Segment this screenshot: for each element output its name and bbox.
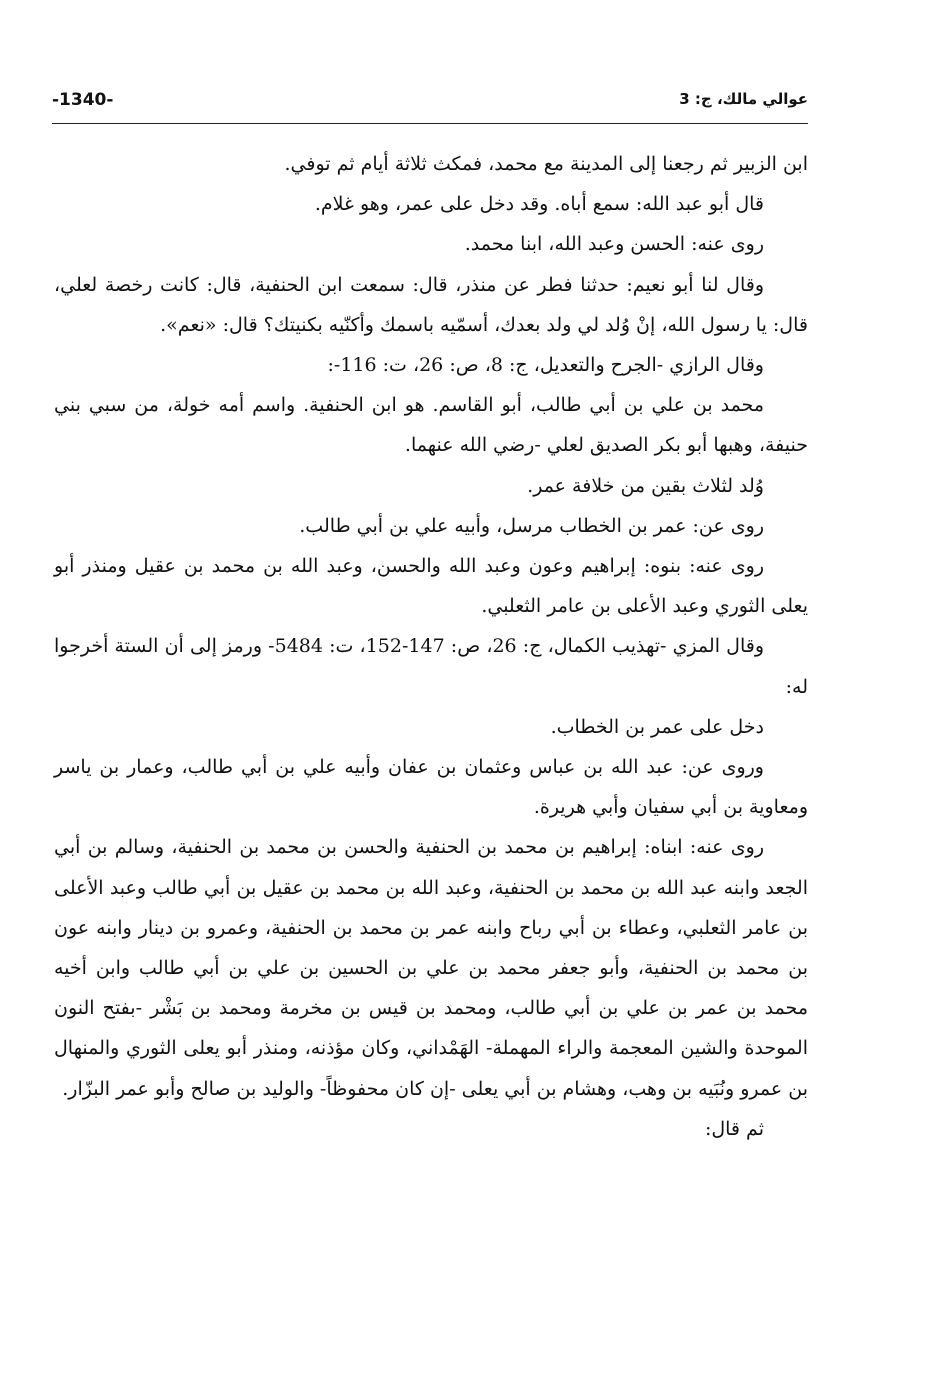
paragraph: دخل على عمر بن الخطاب. [550,715,764,738]
paragraph: وقال لنا أبو نعيم: حدثنا فطر عن منذر، قال: سمعت ابن الحنفية، قال: كانت رخصة لعلي، قال: يا رسول الله، إنْ وُلد لي ولد بعدك، أسمّيه باسمك وأكنّيه بكنيتك؟ قال: «نعم». [54,273,808,336]
running-head: عوالي مالك، ج: 3 [679,90,808,108]
paragraph: روى عنه: ابناه: إبراهيم بن محمد بن الحنفية والحسن بن محمد بن الحنفية، وسالم بن أبي الجعد وابنه عبد الله بن محمد بن الحنفية، وعبد الله بن محمد بن عقيل بن أبي طالب وعبد الأعلى بن عامر الثعلبي، وعطاء بن أبي رباح وابنه عمر بن محمد بن الحنفية، وعمرو بن دينار وابنه عون بن محمد بن الحنفية، وأبو جعفر محمد بن علي بن الحسين بن علي بن أبي طالب وابن أخيه محمد بن عمر بن علي بن أبي طالب، ومحمد بن قيس بن مخرمة ومحمد بن بَشْر -بفتح النون الموحدة والشين المعجمة والراء المهملة- الهَمْداني، وكان مؤذنه، ومنذر أبو يعلى الثوري والمنهال بن عمرو ونُبَيه بن وهب، وهشام بن أبي يعلى -إن كان محفوظاً- والوليد بن صالح وأبو عمر البزّار. [54,836,808,1100]
paragraph: وُلد لثلاث بقين من خلافة عمر. [527,474,764,497]
paragraph: ابن الزبير ثم رجعنا إلى المدينة مع محمد، فمكث ثلاثة أيام ثم توفي. [284,153,808,175]
page-number: -1340- [52,90,114,110]
page-header [52,90,808,120]
body-text [54,144,808,1149]
paragraph: قال أبو عبد الله: سمع أباه. وقد دخل على عمر، وهو غلام. [314,193,764,216]
paragraph: محمد بن علي بن أبي طالب، أبو القاسم. هو ابن الحنفية. واسم أمه خولة، من سبي بني حنيفة، وهبها أبو بكر الصديق لعلي -رضي الله عنهما. [54,394,808,457]
paragraph: روى عنه: الحسن وعبد الله، ابنا محمد. [464,233,764,256]
paragraph: وروى عن: عبد الله بن عباس وعثمان بن عفان وأبيه علي بن أبي طالب، وعمار بن ياسر ومعاوية بن أبي سفيان وأبي هريرة. [54,756,808,819]
paragraph: ثم قال: [704,1117,764,1140]
paragraph: وقال المزي -تهذيب الكمال، ج: 26، ص: 147-152، ت: 5484- ورمز إلى أن الستة أخرجوا له: [54,635,808,698]
paragraph: روى عن: عمر بن الخطاب مرسل، وأبيه علي بن أبي طالب. [299,514,764,537]
paragraph: روى عنه: بنوه: إبراهيم وعون وعبد الله والحسن، وعبد الله بن محمد بن عقيل ومنذر أبو يعلى الثوري وعبد الأعلى بن عامر الثعلبي. [54,555,808,618]
paragraph: وقال الرازي -الجرح والتعديل، ج: 8، ص: 26، ت: 116-: [327,354,764,377]
header-rule [52,123,808,124]
